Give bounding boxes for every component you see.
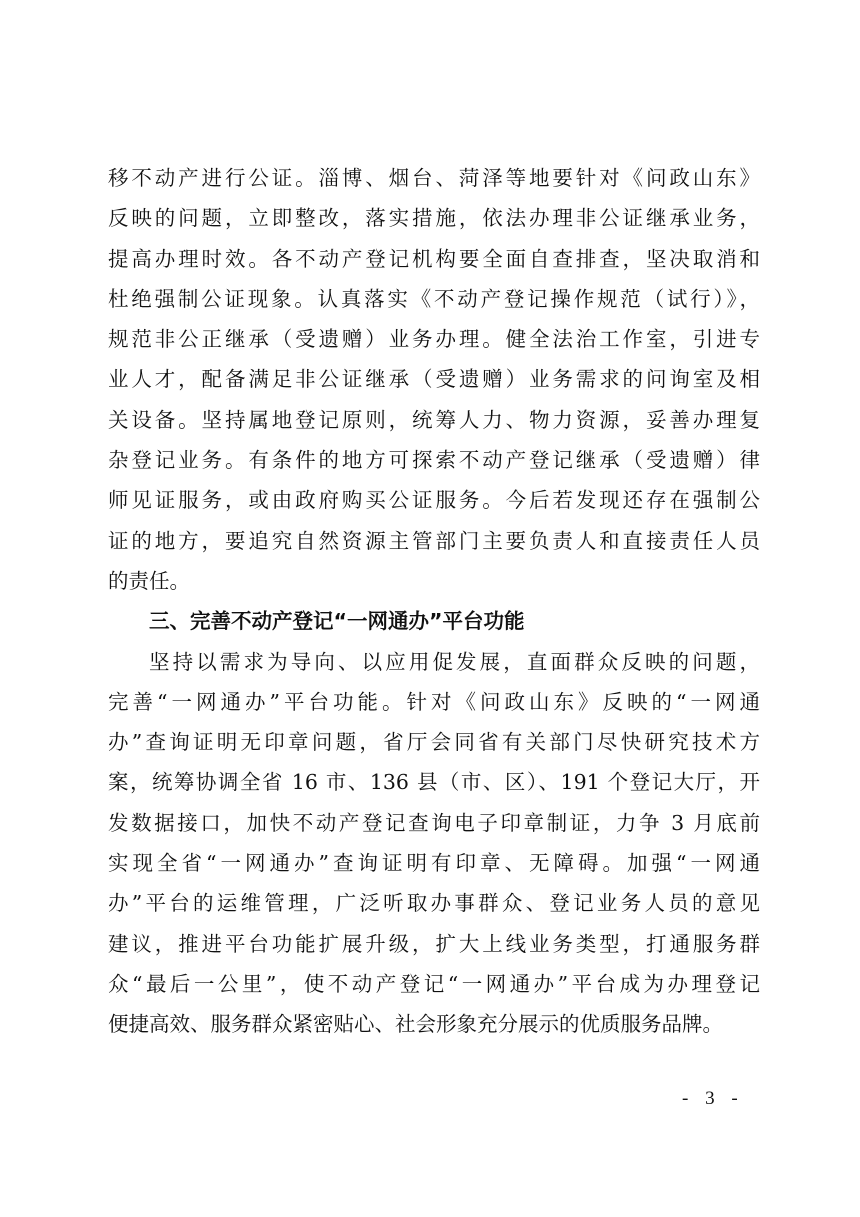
page-number: - 3 - (682, 1088, 744, 1109)
body-line-10: 证的地方，要追究自然资源主管部门主要负责人和直接责任人员 (108, 528, 760, 553)
body-line-3: 提高办理时效。各不动产登记机构要全面自查排查，坚决取消和 (108, 246, 760, 271)
body-line-16: 案，统筹协调全省 16 市、136 县（市、区）、191 个登记大厅，开 (108, 770, 760, 795)
body-line-13: 坚持以需求为导向、以应用促发展，直面群众反映的问题， (149, 649, 760, 674)
body-line-5: 规范非公正继承（受遗赠）业务办理。健全法治工作室，引进专 (108, 327, 760, 352)
body-line-6: 业人才，配备满足非公证继承（受遗赠）业务需求的问询室及相 (108, 367, 760, 392)
body-line-2: 反映的问题，立即整改，落实措施，依法办理非公证继承业务， (108, 206, 760, 231)
body-line-15: 办”查询证明无印章问题，省厅会同省有关部门尽快研究技术方 (108, 730, 760, 755)
body-line-9: 师见证服务，或由政府购买公证服务。今后若发现还存在强制公 (108, 488, 760, 513)
body-line-19: 办”平台的运维管理，广泛听取办事群众、登记业务人员的意见 (108, 891, 760, 916)
body-line-8: 杂登记业务。有条件的地方可探索不动产登记继承（受遗赠）律 (108, 448, 760, 473)
body-line-18: 实现全省“一网通办”查询证明有印章、无障碍。加强“一网通 (108, 851, 760, 876)
body-line-20: 建议，推进平台功能扩展升级，扩大上线业务类型，打通服务群 (108, 931, 760, 956)
body-line-7: 关设备。坚持属地登记原则，统筹人力、物力资源，妥善办理复 (108, 407, 760, 432)
body-line-4: 杜绝强制公证现象。认真落实《不动产登记操作规范（试行）》， (108, 286, 760, 311)
section-heading: 三、完善不动产登记“一网通办”平台功能 (149, 609, 525, 634)
body-line-21: 众“最后一公里”，使不动产登记“一网通办”平台成为办理登记 (108, 971, 760, 996)
body-line-14: 完善“一网通办”平台功能。针对《问政山东》反映的“一网通 (108, 689, 760, 714)
body-line-1: 移不动产进行公证。淄博、烟台、菏泽等地要针对《问政山东》 (108, 166, 760, 190)
document-body (108, 158, 760, 1045)
body-line-22: 便捷高效、服务群众紧密贴心、社会形象充分展示的优质服务品牌。 (108, 1012, 723, 1037)
body-line-11: 的责任。 (108, 568, 190, 593)
body-line-17: 发数据接口，加快不动产登记查询电子印章制证，力争 3 月底前 (108, 810, 760, 835)
